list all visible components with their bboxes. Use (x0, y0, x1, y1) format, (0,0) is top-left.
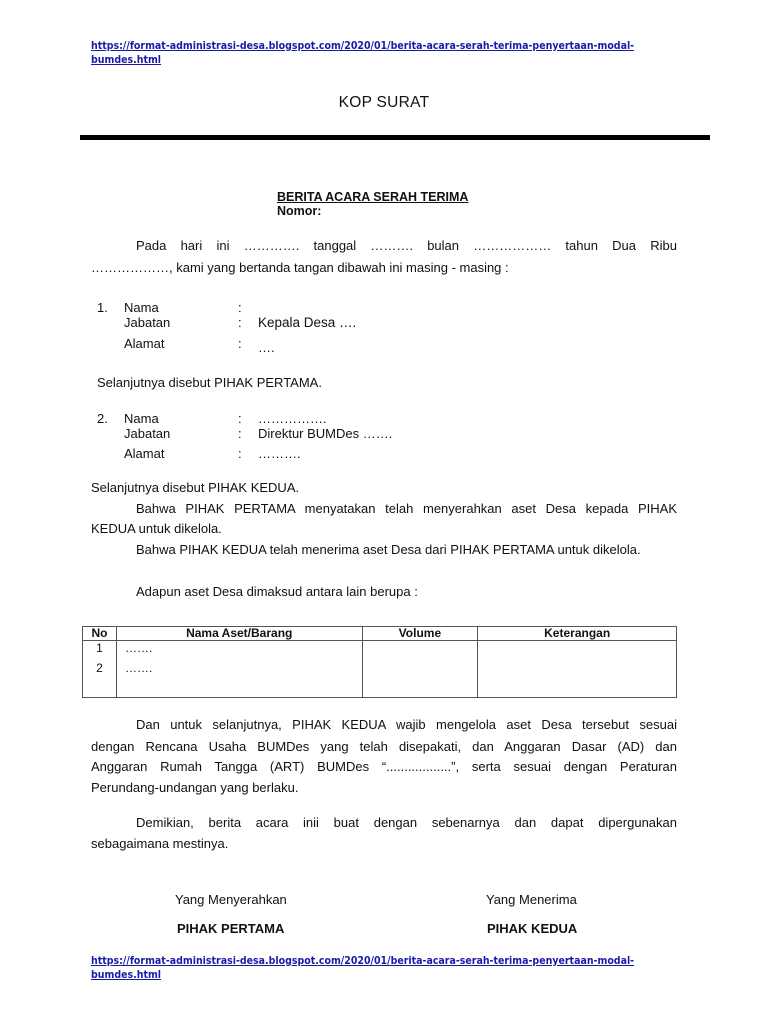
party2-position-colon: : (238, 426, 242, 441)
row2-note (478, 661, 676, 681)
intro-word: ………. (370, 238, 413, 253)
signature-right-role: Yang Menerima (486, 892, 577, 907)
party1-address-label: Alamat (124, 336, 165, 351)
party2-position-label: Jabatan (124, 426, 171, 441)
closing1-line3-wrap (91, 759, 677, 774)
party1-number: 1. (97, 300, 108, 315)
source-link-top-line2[interactable]: bumdes.html (91, 54, 162, 66)
intro-line-2: ………………, kami yang bertanda tangan dibawah ini masing - masing : (91, 260, 509, 275)
closing2-line2: sebagaimana mestinya. (91, 836, 229, 851)
party1-position-colon: : (238, 315, 242, 330)
intro-word: hari (180, 238, 203, 253)
signature-right-name: PIHAK KEDUA (487, 921, 578, 936)
party1-designation: Selanjutnya disebut PIHAK PERTAMA. (97, 375, 322, 390)
source-link-bottom-line2[interactable]: bumdes.html (91, 969, 162, 981)
closing1-line1: Dan untuk selanjutnya, PIHAK KEDUA wajib mengelola aset Desa tersebut sesuai (136, 717, 677, 732)
row2-asset-name: ……. (124, 661, 153, 675)
signature-left-name: PIHAK PERTAMA (177, 921, 285, 936)
intro-line-1 (136, 238, 677, 253)
intro-word: bulan (427, 238, 460, 253)
table-row (83, 641, 677, 698)
intro-word: tanggal (313, 238, 357, 253)
header-asset-name: Nama Aset/Barang (116, 627, 362, 641)
asset-intro: Adapun aset Desa dimaksud antara lain berupa : (136, 584, 418, 599)
intro-word: …………. (243, 238, 300, 253)
closing1-line1-wrap (136, 717, 677, 732)
document-number-label: Nomor: (277, 204, 322, 218)
intro-word: Pada (136, 238, 167, 253)
closing2-line1-wrap (136, 815, 677, 830)
source-link-bottom[interactable] (91, 955, 634, 981)
intro-word: ……………… (473, 238, 552, 253)
letterhead-divider (80, 135, 710, 140)
source-link-top-line1[interactable]: https://format-administrasi-desa.blogspot.com/2020/01/berita-acara-serah-terima-penyertaan-modal- (91, 40, 635, 52)
party1-name-colon: : (238, 300, 242, 315)
statement1-line1-wrap (136, 501, 677, 516)
closing1-line3: Anggaran Rumah Tangga (ART) BUMDes “..................”, serta sesuai dengan Peraturan (91, 759, 677, 774)
asset-table-header (83, 627, 677, 641)
document-title: BERITA ACARA SERAH TERIMA (277, 190, 469, 204)
party1-name-label: Nama (124, 300, 159, 315)
party2-name-value: ……………. (258, 411, 327, 426)
intro-word: Ribu (650, 238, 677, 253)
party2-number: 2. (97, 411, 108, 426)
party1-address-colon: : (238, 336, 242, 351)
intro-word: tahun (565, 238, 598, 253)
source-link-top[interactable] (91, 40, 634, 66)
cell-no (83, 641, 117, 698)
asset-table (82, 626, 677, 698)
cell-note (478, 641, 677, 698)
closing1-line4: Perundang-undangan yang berlaku. (91, 780, 299, 795)
statement2: Bahwa PIHAK KEDUA telah menerima aset Desa dari PIHAK PERTAMA untuk dikelola. (136, 542, 641, 557)
party2-address-colon: : (238, 446, 242, 461)
intro-word: ini (216, 238, 230, 253)
cell-asset-name (116, 641, 362, 698)
statement1-line1: Bahwa PIHAK PERTAMA menyatakan telah menyerahkan aset Desa kepada PIHAK (136, 501, 677, 516)
row2-no: 2 (96, 661, 103, 675)
header-no: No (83, 627, 117, 641)
party2-position-value: Direktur BUMDes ……. (258, 426, 393, 441)
letterhead-title: KOP SURAT (338, 94, 430, 111)
row1-note (478, 641, 676, 661)
row1-volume (363, 641, 478, 661)
row2-volume (363, 661, 478, 681)
closing1-line2-wrap (91, 739, 677, 754)
party1-position-label: Jabatan (124, 315, 171, 330)
party2-name-label: Nama (124, 411, 159, 426)
signature-left-role: Yang Menyerahkan (175, 892, 287, 907)
row1-no: 1 (96, 641, 103, 655)
cell-volume (362, 641, 478, 698)
party2-designation: Selanjutnya disebut PIHAK KEDUA. (91, 480, 300, 495)
source-link-bottom-line1[interactable]: https://format-administrasi-desa.blogspot.com/2020/01/berita-acara-serah-terima-penyertaan-modal- (91, 955, 635, 967)
closing2-line1: Demikian, berita acara inii buat dengan sebenarnya dan dapat dipergunakan (136, 815, 677, 830)
intro-word: Dua (612, 238, 637, 253)
party1-position-value: Kepala Desa …. (258, 315, 357, 330)
header-note: Keterangan (478, 627, 677, 641)
closing1-line2: dengan Rencana Usaha BUMDes yang telah disepakati, dan Anggaran Dasar (AD) dan (91, 739, 677, 754)
party2-name-colon: : (238, 411, 242, 426)
row1-asset-name: ……. (124, 641, 153, 655)
header-volume: Volume (362, 627, 478, 641)
party2-address-value: ………. (258, 446, 301, 461)
party1-address-value: …. (258, 340, 275, 355)
party2-address-label: Alamat (124, 446, 165, 461)
statement1-line2: KEDUA untuk dikelola. (91, 521, 222, 536)
